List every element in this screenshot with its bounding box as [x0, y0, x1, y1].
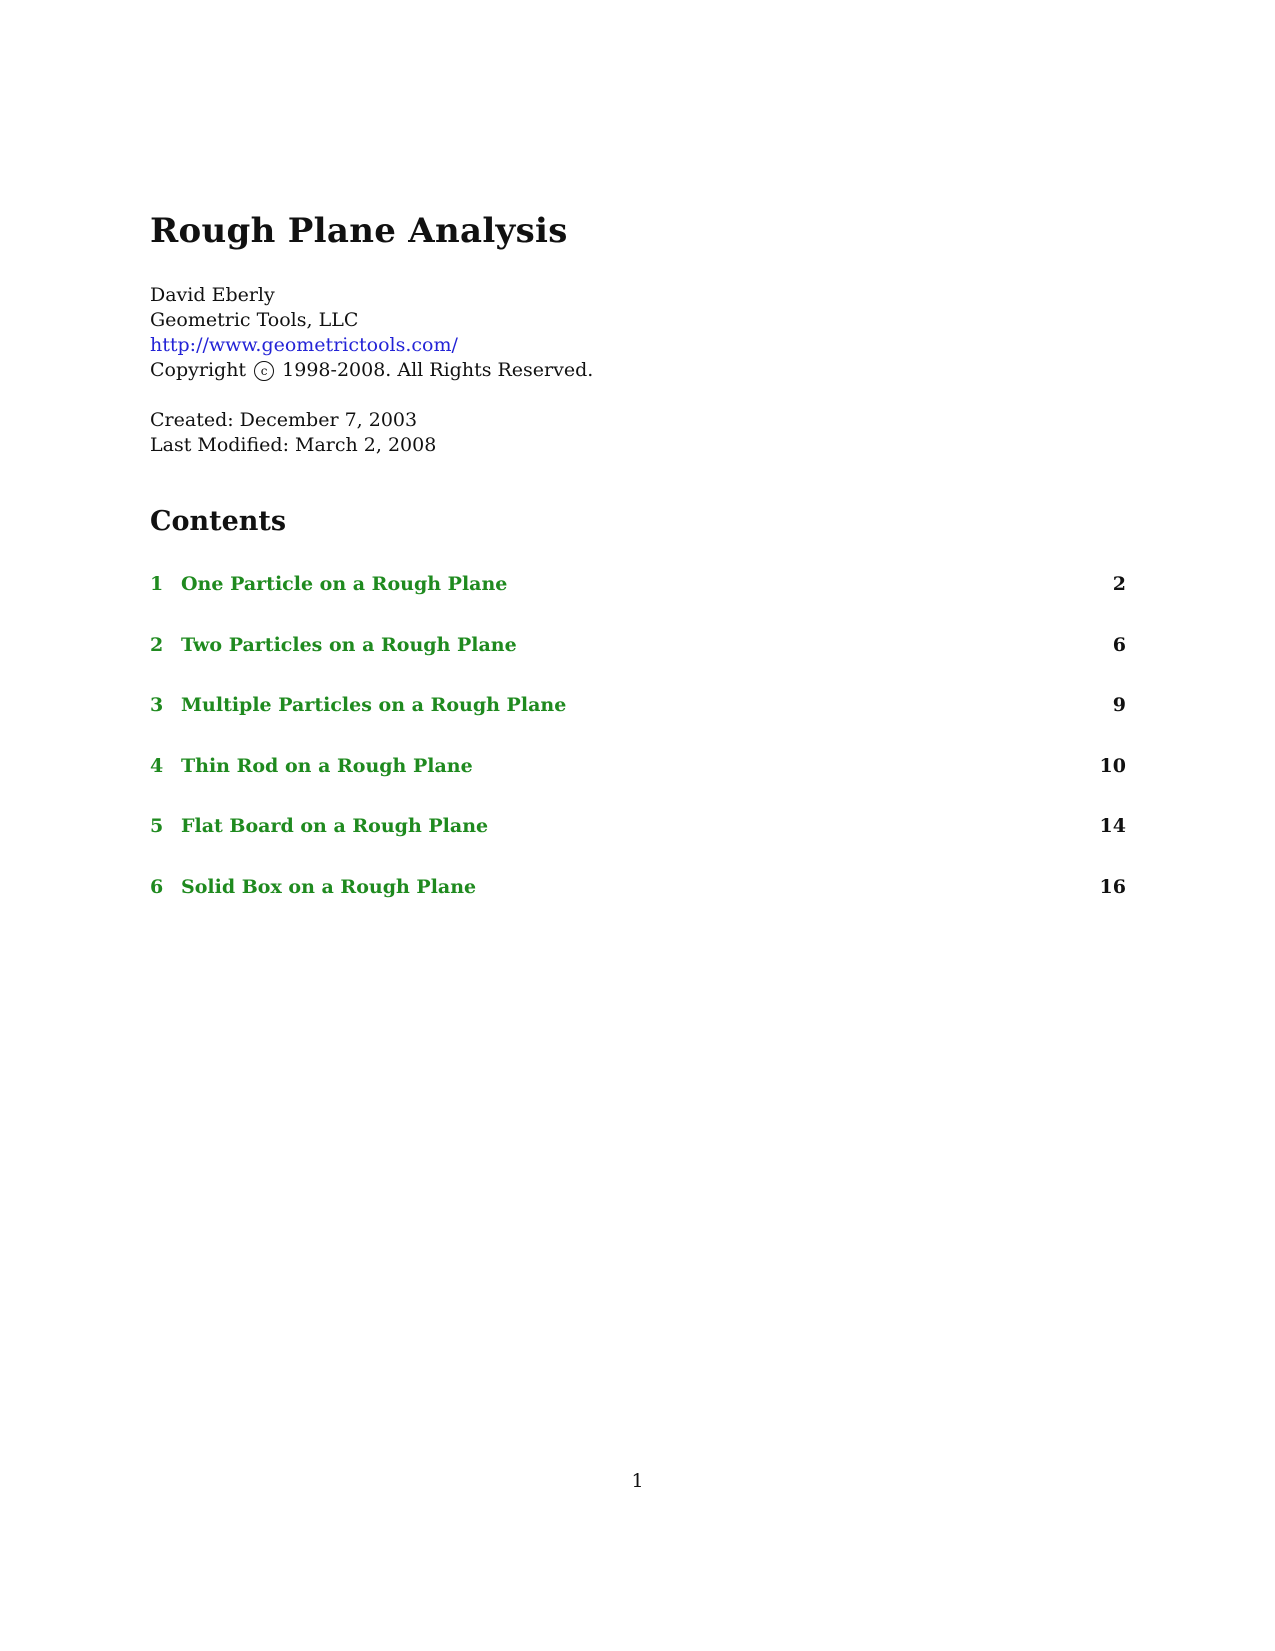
copyright-line	[150, 358, 593, 383]
organization-name: Geometric Tools, LLC	[150, 309, 359, 331]
toc-page-number: 9	[1112, 694, 1126, 716]
toc-section-number: 1	[150, 573, 164, 595]
author-name: David Eberly	[150, 284, 275, 306]
toc-page-number: 6	[1112, 633, 1126, 656]
table-of-contents	[150, 572, 1126, 935]
website-link[interactable]: http://www.geometrictools.com/	[150, 334, 458, 356]
title-block	[150, 283, 593, 458]
toc-link-flat-board[interactable]: Flat Board on a Rough Plane	[181, 815, 489, 837]
toc-page-number: 16	[1099, 875, 1126, 898]
copyright-suffix: 1998-2008. All Rights Reserved.	[282, 359, 594, 381]
toc-page-number: 10	[1099, 754, 1126, 777]
copyright-prefix: Copyright	[150, 359, 247, 381]
toc-link-thin-rod[interactable]: Thin Rod on a Rough Plane	[181, 754, 473, 777]
page-number: 1	[631, 1470, 644, 1492]
toc-link-one-particle[interactable]: One Particle on a Rough Plane	[181, 573, 508, 595]
toc-page-number: 14	[1099, 815, 1126, 837]
toc-entry-1	[150, 572, 1126, 633]
toc-entry-6	[150, 875, 1126, 936]
toc-link-multiple-particles[interactable]: Multiple Particles on a Rough Plane	[181, 694, 567, 716]
toc-page-number: 2	[1112, 573, 1126, 595]
toc-entry-3	[150, 693, 1126, 754]
toc-link-solid-box[interactable]: Solid Box on a Rough Plane	[181, 875, 477, 898]
toc-entry-4	[150, 754, 1126, 815]
toc-section-number: 6	[150, 875, 164, 898]
toc-entry-2	[150, 633, 1126, 694]
toc-section-number: 4	[150, 754, 164, 777]
toc-section-number: 5	[150, 815, 164, 837]
toc-entry-5	[150, 814, 1126, 875]
toc-link-two-particles[interactable]: Two Particles on a Rough Plane	[181, 633, 517, 656]
toc-section-number: 3	[150, 694, 164, 716]
toc-section-number: 2	[150, 633, 164, 656]
meta-spacer	[150, 383, 593, 408]
created-date: Created: December 7, 2003	[150, 409, 418, 431]
last-modified-date: Last Modified: March 2, 2008	[150, 434, 437, 456]
copyright-symbol-icon: c	[254, 361, 274, 381]
document-title: Rough Plane Analysis	[150, 211, 568, 251]
contents-heading: Contents	[150, 506, 287, 537]
